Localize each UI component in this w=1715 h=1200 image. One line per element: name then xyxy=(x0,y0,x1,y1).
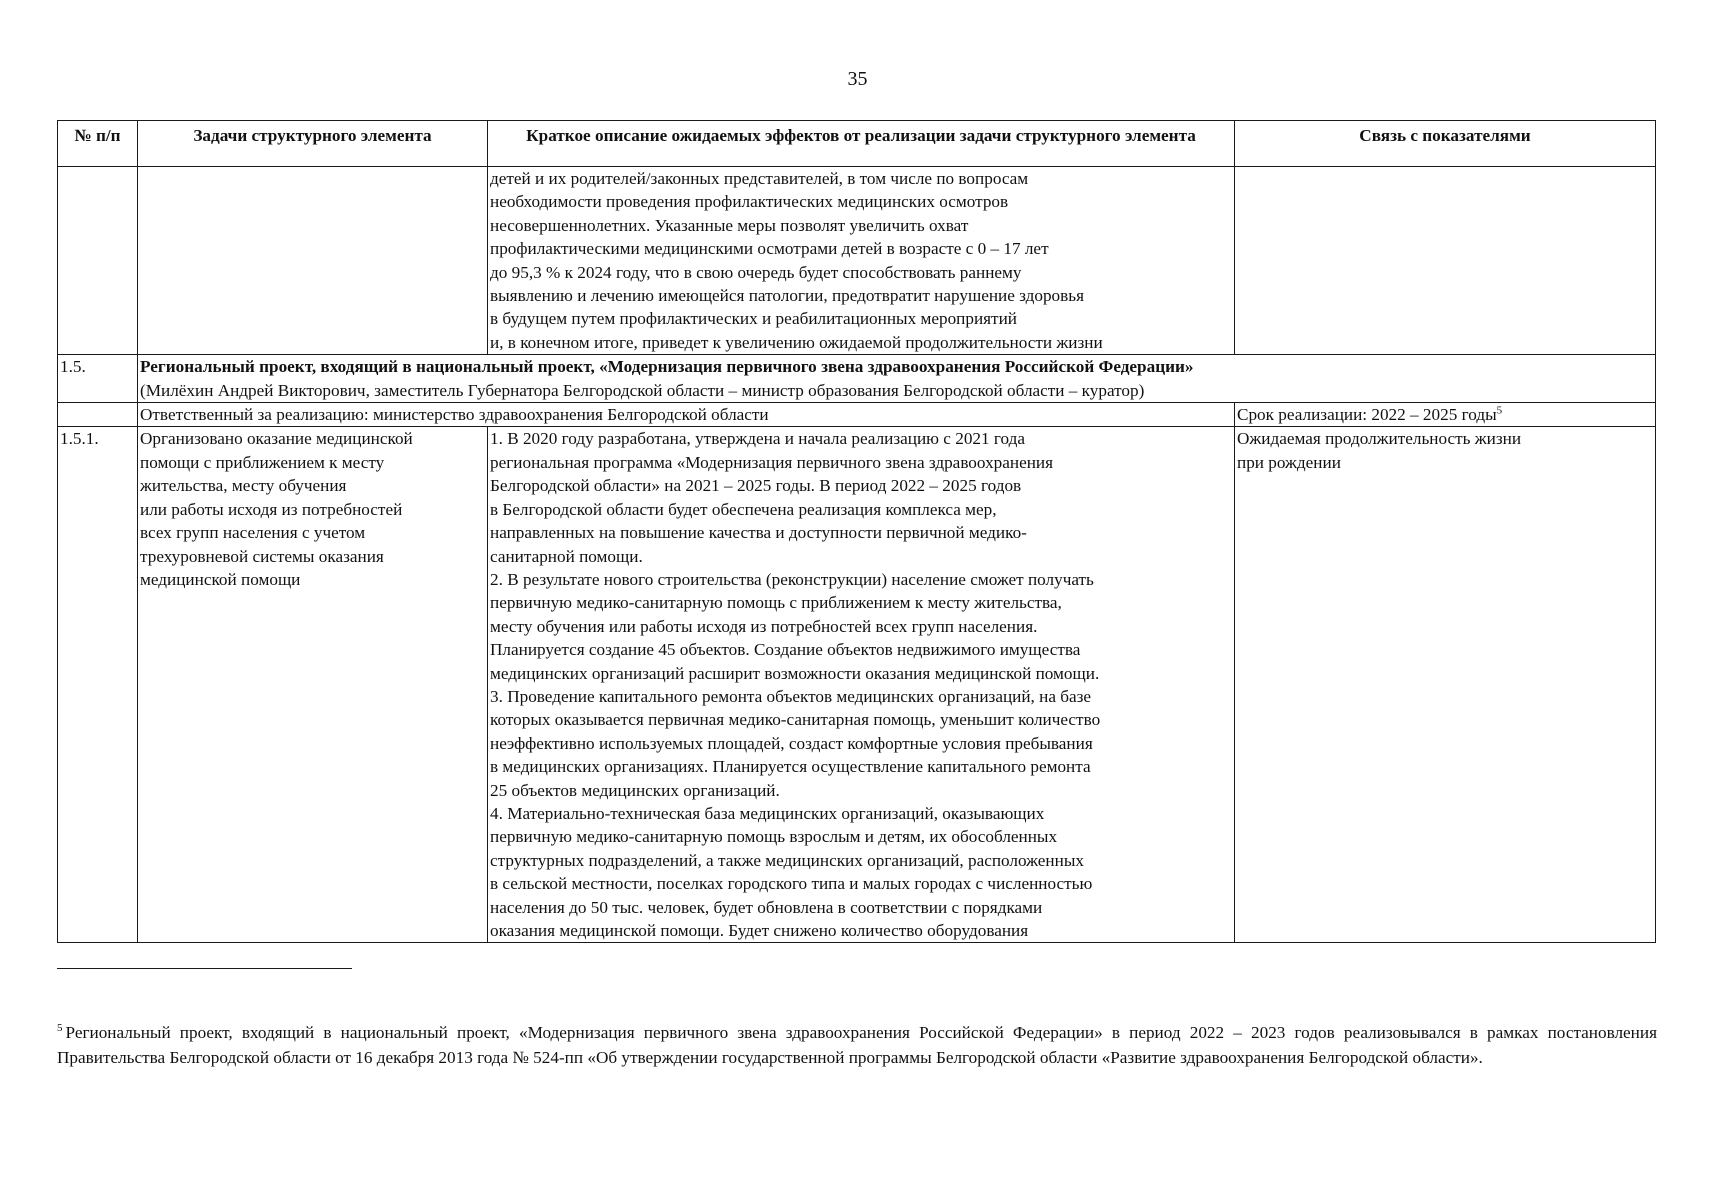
link-line: Ожидаемая продолжительность жизни xyxy=(1237,429,1522,449)
desc-line: в медицинских организациях. Планируется осуществление капитального ремонта xyxy=(490,757,1091,777)
continuation-line: необходимости проведения профилактических медицинских осмотров xyxy=(490,192,1009,212)
continuation-line: детей и их родителей/законных представителей, в том числе по вопросам xyxy=(490,169,1029,188)
task-line: или работы исходя из потребностей xyxy=(140,499,403,519)
desc-line: санитарной помощи. xyxy=(490,546,643,566)
desc-line: медицинских организаций расширит возможности оказания медицинской помощи. xyxy=(490,663,1100,683)
task-line: Организовано оказание медицинской xyxy=(140,429,413,449)
project-title: Региональный проект, входящий в национальный проект, «Модернизация первичного звена здравоохранения Российской Федерации» xyxy=(140,357,1194,377)
responsible-cell: Ответственный за реализацию: министерство здравоохранения Белгородской области xyxy=(138,403,1235,427)
task-line: трехуровневой системы оказания xyxy=(140,546,384,566)
continuation-line: выявлению и лечению имеющейся патологии, предотвратит нарушение здоровья xyxy=(490,286,1085,306)
responsible-row xyxy=(58,403,1656,427)
footnote-divider xyxy=(57,968,352,969)
task-cell xyxy=(138,427,488,943)
project-num: 1.5. xyxy=(58,355,138,403)
header-task: Задачи структурного элемента xyxy=(138,121,488,167)
task-num: 1.5.1. xyxy=(58,427,138,943)
task-line: жительства, месту обучения xyxy=(140,476,347,496)
desc-line: в сельской местности, поселках городского типа и малых городах с численностью xyxy=(490,874,1093,894)
desc-line: месту обучения или работы исходя из потребностей всех групп населения. xyxy=(490,616,1038,636)
period-cell xyxy=(1235,403,1656,427)
footnote xyxy=(57,1020,1657,1070)
link-line: при рождении xyxy=(1237,452,1341,472)
desc-line: 25 объектов медицинских организаций. xyxy=(490,780,780,800)
page-number: 35 xyxy=(847,68,868,90)
continuation-line: до 95,3 % к 2024 году, что в свою очередь будет способствовать раннему xyxy=(490,262,1022,282)
structural-elements-table xyxy=(57,120,1656,943)
desc-line: Планируется создание 45 объектов. Создание объектов недвижимого имущества xyxy=(490,640,1081,660)
footnote-text: Региональный проект, входящий в национальный проект, «Модернизация первичного звена здравоохранения Российской Федерации» в период 2022 – 2023 годов реализовывался в рамках постановления Правительства Белгородской области от 16 декабря 2013 года № 524-пп «Об утверждении государственной программы Белгородской области «Развитие здравоохранения Белгородской области». xyxy=(57,1023,1657,1067)
header-link: Связь с показателями xyxy=(1235,121,1656,167)
desc-line: 4. Материально-техническая база медицинских организаций, оказывающих xyxy=(490,803,1045,823)
desc-line: 3. Проведение капитального ремонта объектов медицинских организаций, на базе xyxy=(490,686,1092,706)
continuation-task-cell xyxy=(138,167,488,355)
desc-line: в Белгородской области будет обеспечена реализация комплекса мер, xyxy=(490,499,997,519)
task-row xyxy=(58,427,1656,943)
desc-line: неэффективно используемых площадей, создаст комфортные условия пребывания xyxy=(490,733,1093,753)
task-desc-cell xyxy=(488,427,1235,943)
desc-line: первичную медико-санитарную помощь взрослым и детям, их обособленных xyxy=(490,827,1058,847)
header-num: № п/п xyxy=(58,121,138,167)
desc-line: структурных подразделений, а также медицинских организаций, расположенных xyxy=(490,850,1084,870)
desc-line: оказания медицинской помощи. Будет снижено количество оборудования xyxy=(490,921,1029,940)
continuation-desc-cell xyxy=(488,167,1235,355)
period-text: Срок реализации: 2022 – 2025 годы xyxy=(1237,405,1497,425)
continuation-line: и, в конечном итоге, приведет к увеличению ожидаемой продолжительности жизни xyxy=(490,332,1103,352)
desc-line: первичную медико-санитарную помощь с приближением к месту жительства, xyxy=(490,593,1062,613)
desc-line: которых оказывается первичная медико-санитарная помощь, уменьшит количество xyxy=(490,710,1101,730)
desc-line: 1. В 2020 году разработана, утверждена и начала реализацию с 2021 года xyxy=(490,429,1025,449)
desc-line: Белгородской области» на 2021 – 2025 годы. В период 2022 – 2025 годов xyxy=(490,476,1022,496)
task-link-cell xyxy=(1235,427,1656,943)
period-footnote-mark: 5 xyxy=(1496,404,1503,417)
project-curator: (Милёхин Андрей Викторович, заместитель Губернатора Белгородской области – министр образования Белгородской области – куратор) xyxy=(140,380,1145,400)
desc-line: региональная программа «Модернизация первичного звена здравоохранения xyxy=(490,452,1054,472)
header-desc: Краткое описание ожидаемых эффектов от реализации задачи структурного элемента xyxy=(488,121,1235,167)
desc-line: населения до 50 тыс. человек, будет обновлена в соответствии с порядками xyxy=(490,897,1043,917)
project-row xyxy=(58,355,1656,403)
continuation-line: профилактическими медицинскими осмотрами детей в возрасте с 0 – 17 лет xyxy=(490,239,1049,259)
task-line: медицинской помощи xyxy=(140,569,301,589)
desc-line: 2. В результате нового строительства (реконструкции) население сможет получать xyxy=(490,569,1094,589)
continuation-line: несовершеннолетних. Указанные меры позволят увеличить охват xyxy=(490,215,969,235)
continuation-num-cell xyxy=(58,167,138,355)
project-cell xyxy=(138,355,1656,403)
task-line: помощи с приближением к месту xyxy=(140,452,385,472)
continuation-line: в будущем путем профилактических и реабилитационных мероприятий xyxy=(490,309,1017,329)
task-line: всех групп населения с учетом xyxy=(140,523,366,543)
responsible-num-cell xyxy=(58,403,138,427)
continuation-row xyxy=(58,167,1656,355)
desc-line: направленных на повышение качества и доступности первичной медико- xyxy=(490,523,1027,543)
continuation-link-cell xyxy=(1235,167,1656,355)
table-header-row xyxy=(58,121,1656,167)
footnote-mark: 5 xyxy=(57,1022,63,1035)
